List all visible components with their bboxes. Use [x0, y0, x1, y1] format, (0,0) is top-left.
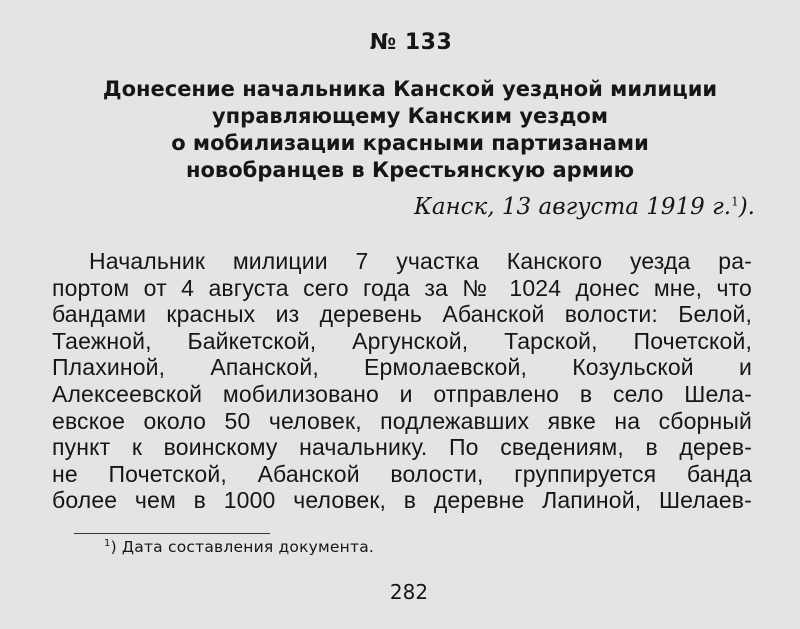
body-line: Таежной, Байкетской, Аргунской, Тарской, Почетской, — [52, 327, 752, 354]
dateline — [414, 194, 755, 220]
title-line: Донесение начальника Канской уездной милиции — [102, 77, 718, 101]
title-line: новобранцев в Крестьянскую армию — [186, 158, 634, 182]
footnote — [104, 538, 374, 556]
title-line: управляющему Канским уездом — [211, 104, 609, 128]
body-line: пункт к воинскому начальнику. По сведениям, в дерев- — [52, 434, 752, 461]
dateline-text: Канск, 13 августа 1919 г. — [414, 194, 732, 220]
dateline-tail: ). — [738, 194, 755, 220]
footnote-marker: 1 — [104, 538, 111, 549]
body-line: евское около 50 человек, подлежавших явке на сборный — [52, 407, 752, 434]
document-title — [60, 76, 760, 184]
body-line: более чем в 1000 человек, в деревне Лапиной, Шелаев- — [52, 487, 752, 514]
footnote-divider — [74, 533, 270, 534]
body-line: Начальник милиции 7 участка Канского уезда ра- — [89, 248, 752, 274]
body-line: не Почетской, Абанской волости, группируется банда — [52, 460, 752, 487]
body-line: бандами красных из деревень Абанской волости: Белой, — [52, 301, 752, 328]
title-line: о мобилизации красными партизанами — [171, 131, 649, 155]
document-number: № 133 — [369, 30, 453, 55]
body-line: Плахиной, Апанской, Ермолаевской, Козульской и — [52, 354, 752, 381]
footnote-text: ) Дата составления документа. — [110, 538, 375, 557]
body-text — [52, 248, 752, 514]
body-line: портом от 4 августа сего года за № 1024 донес мне, что — [52, 274, 752, 301]
body-line: Алексеевской мобилизовано и отправлено в село Шела- — [52, 380, 752, 407]
page-number: 282 — [389, 580, 429, 604]
dateline-footnote-ref: 1 — [731, 194, 739, 209]
